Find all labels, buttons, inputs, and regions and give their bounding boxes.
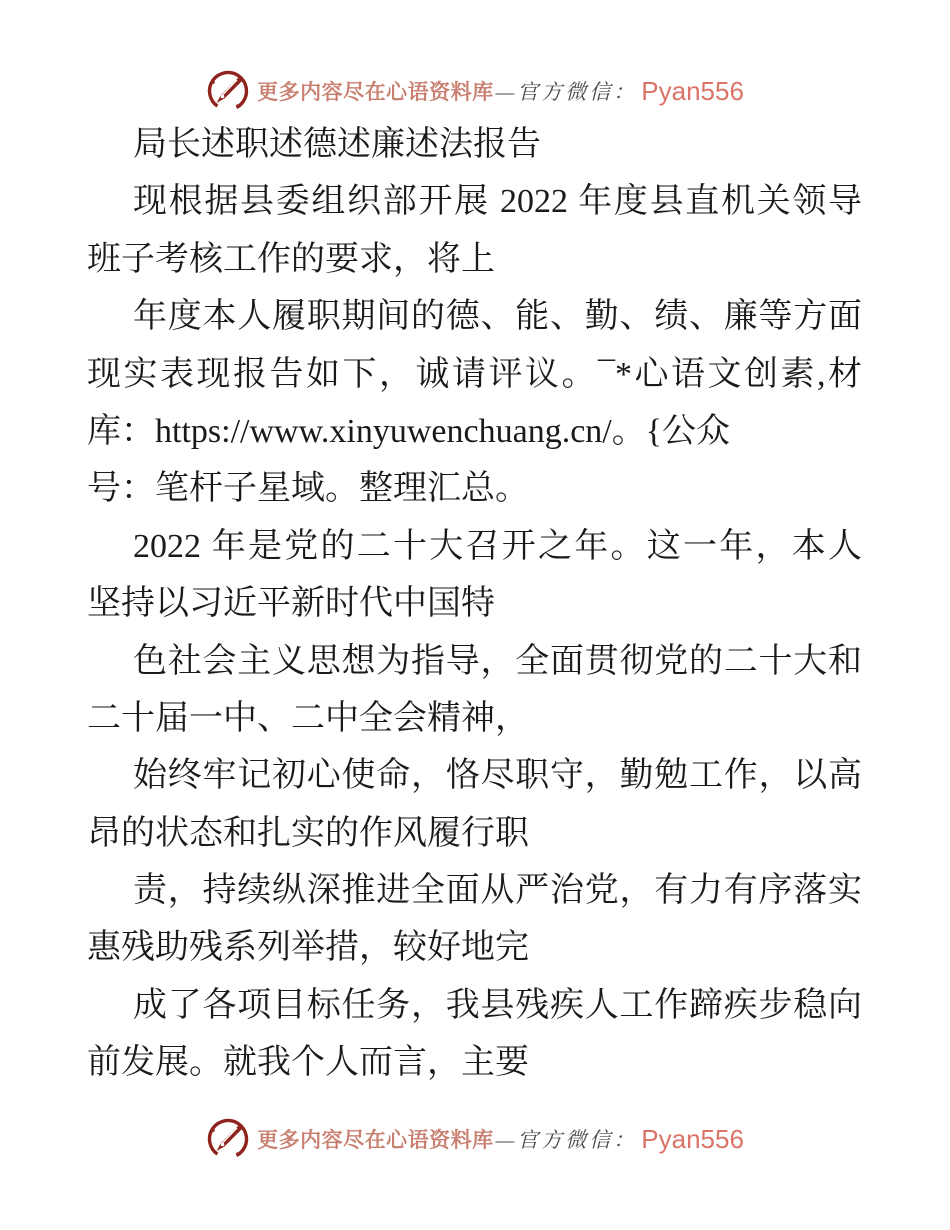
text-line: 二十届一中、二中全会精神，: [87, 699, 529, 737]
text-line: 昂的状态和扎实的作风履行职: [87, 814, 529, 852]
text-line: 班子考核工作的要求，将上: [87, 240, 495, 278]
text-line: 色社会主义思想为指导，全面贯彻党的二十大和: [133, 642, 862, 680]
header-watermark: [0, 68, 950, 114]
text-line: 坚持以习近平新时代中国特: [87, 585, 495, 623]
text-line: 年度本人履职期间的德、能、勤、绩、廉等方面: [133, 298, 862, 336]
document-body: [87, 116, 862, 1092]
xinyu-pen-logo-icon: [206, 1117, 250, 1161]
watermark-wechat-label: —官方微信：: [495, 80, 638, 104]
text-line: 现根据县委组织部开展 2022 年度县直机关领导: [133, 183, 862, 221]
watermark-brand-text: 更多内容尽在心语资料库: [257, 80, 494, 104]
text-line: 号：笔杆子星域。整理汇总。: [87, 470, 529, 508]
text-line: 成了各项目标任务，我县残疾人工作蹄疾步稳向: [133, 986, 862, 1024]
watermark-wechat-id: Pyan556: [641, 75, 744, 106]
text-line: 责，持续纵深推进全面从严治党，有力有序落实: [133, 872, 862, 910]
document-title: 局长述职述德述廉述法报告: [133, 126, 541, 163]
text-line: 2022 年是党的二十大召开之年。这一年，本人: [133, 527, 862, 565]
text-line-url: 库：https://www.xinyuwenchuang.cn/。{公众: [87, 412, 731, 450]
text-line: 前发展。就我个人而言，主要: [87, 1044, 529, 1082]
xinyu-pen-logo-icon: [206, 69, 250, 113]
text-line: 惠残助残系列举措，较好地完: [87, 929, 529, 967]
text-line: 始终牢记初心使命，恪尽职守，勤勉工作，以高: [133, 757, 862, 795]
watermark-wechat-label: —官方微信：: [495, 1128, 638, 1152]
watermark-brand-text: 更多内容尽在心语资料库: [257, 1128, 494, 1152]
text-line: 现实表现报告如下，诚请评议。¯*心语文创素,材: [87, 355, 862, 393]
watermark-wechat-id: Pyan556: [641, 1123, 744, 1154]
footer-watermark: [0, 1116, 950, 1162]
